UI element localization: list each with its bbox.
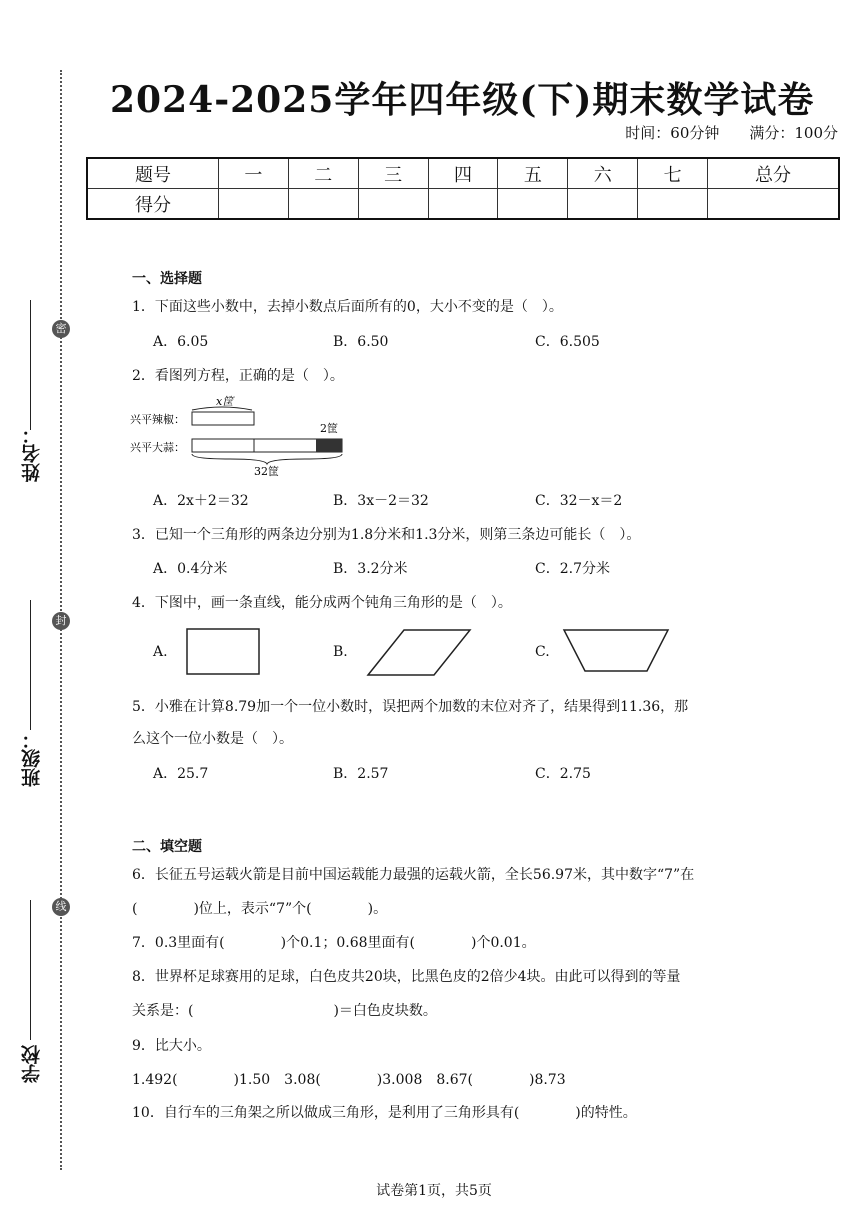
seal-feng: 封 [52,612,70,630]
q2-text: 2．看图列方程，正确的是（ ）。 [132,368,344,384]
q1-option-b[interactable]: B．6.50 [333,334,389,350]
class-rule [30,600,31,730]
score-header-cell: 七 [638,158,708,189]
q7-text: 7．0.3里面有( )个0.1；0.68里面有( )个0.01。 [132,935,536,951]
q1-text: 1．下面这些小数中，去掉小数点后面所有的0，大小不变的是（ ）。 [132,299,563,315]
score-row [87,189,839,220]
q3-option-b[interactable]: B．3.2分米 [333,561,408,577]
score-header-cell: 一 [218,158,288,189]
score-header-cell: 六 [568,158,638,189]
score-row-label: 得分 [87,189,218,220]
q5-option-a[interactable]: A．25.7 [153,766,209,782]
score-header-cell: 题号 [87,158,218,189]
q5-option-b[interactable]: B．2.57 [333,766,389,782]
q2-option-c[interactable]: C．32－x＝2 [535,493,623,509]
section-fill-title: 二、填空题 [132,839,202,855]
q5-option-c[interactable]: C．2.75 [535,766,591,782]
score-cell[interactable] [288,189,358,220]
q4-option-a[interactable]: A. [153,644,168,660]
q4-trapezoid-shape [562,628,670,674]
q2-x-label: x筐 [216,395,234,408]
q2-pepper-bar [192,412,254,425]
q1-option-c[interactable]: C．6.505 [535,334,600,350]
seal-mi: 密 [52,320,70,338]
q2-total-label: 32筐 [254,465,279,478]
page-title: 2024-2025学年四年级(下)期末数学试卷 [110,79,815,121]
q2-option-a[interactable]: A．2x＋2＝32 [153,493,249,509]
score-cell[interactable] [638,189,708,220]
class-label: 班级： [21,730,43,787]
q9-items: 1.492( )1.50 3.08( )3.008 8.67( )8.73 [132,1072,566,1088]
page-footer: 试卷第1页，共5页 [376,1183,492,1199]
q3-option-a[interactable]: A．0.4分米 [153,561,228,577]
q8-text-line1: 8．世界杯足球赛用的足球，白色皮共20块，比黑色皮的2倍少4块。由此可以得到的等量 [132,969,681,985]
q2-label-garlic: 兴平大蒜： [130,441,185,454]
q6-text-line1: 6．长征五号运载火箭是目前中国运载能力最强的运载火箭，全长56.97米，其中数字“7”在 [132,867,695,883]
score-header-cell: 总分 [708,158,839,189]
q4-parallelogram-shape [366,628,472,678]
q8-text-line2: 关系是：( )＝白色皮块数。 [132,1003,437,1019]
score-cell[interactable] [218,189,288,220]
q4-text: 4．下图中，画一条直线，能分成两个钝角三角形的是（ ）。 [132,595,512,611]
score-header-cell: 五 [498,158,568,189]
seal-xian: 线 [52,898,70,916]
q2-bar-diagram [130,390,350,480]
q1-option-a[interactable]: A．6.05 [153,334,209,350]
section-choice-title: 一、选择题 [132,271,202,287]
q4-option-c[interactable]: C. [535,644,550,660]
q4-rectangle-shape [186,628,262,676]
score-table [86,157,840,220]
score-cell[interactable] [428,189,498,220]
q3-text: 3．已知一个三角形的两条边分别为1.8分米和1.3分米，则第三条边可能长（ ）。 [132,527,641,543]
school-label: 学校 [21,1045,43,1083]
q9-text: 9．比大小。 [132,1038,211,1054]
score-cell[interactable] [568,189,638,220]
score-header-cell: 四 [428,158,498,189]
q2-garlic-extra [316,439,342,452]
q3-option-c[interactable]: C．2.7分米 [535,561,610,577]
score-header-cell: 三 [358,158,428,189]
q2-two-label: 2筐 [320,422,338,435]
q2-label-pepper: 兴平辣椒： [130,413,185,426]
name-rule [30,300,31,430]
q6-text-line2: ( )位上，表示“7”个( )。 [132,901,388,917]
score-header-cell: 二 [288,158,358,189]
score-header-row [87,158,839,189]
q2-option-b[interactable]: B．3x－2＝32 [333,493,429,509]
score-cell[interactable] [708,189,839,220]
score-cell[interactable] [358,189,428,220]
q5-text-line2: 么这个一位小数是（ ）。 [132,731,293,747]
q5-text-line1: 5．小雅在计算8.79加一个一位小数时，误把两个加数的末位对齐了，结果得到11.36，那 [132,699,689,715]
school-rule [30,900,31,1040]
name-label: 姓名： [21,425,43,482]
exam-meta: 时间：60分钟 满分：100分 [625,124,838,142]
score-cell[interactable] [498,189,568,220]
q10-text: 10．自行车的三角架之所以做成三角形，是利用了三角形具有( )的特性。 [132,1105,637,1121]
q4-option-b[interactable]: B. [333,644,348,660]
